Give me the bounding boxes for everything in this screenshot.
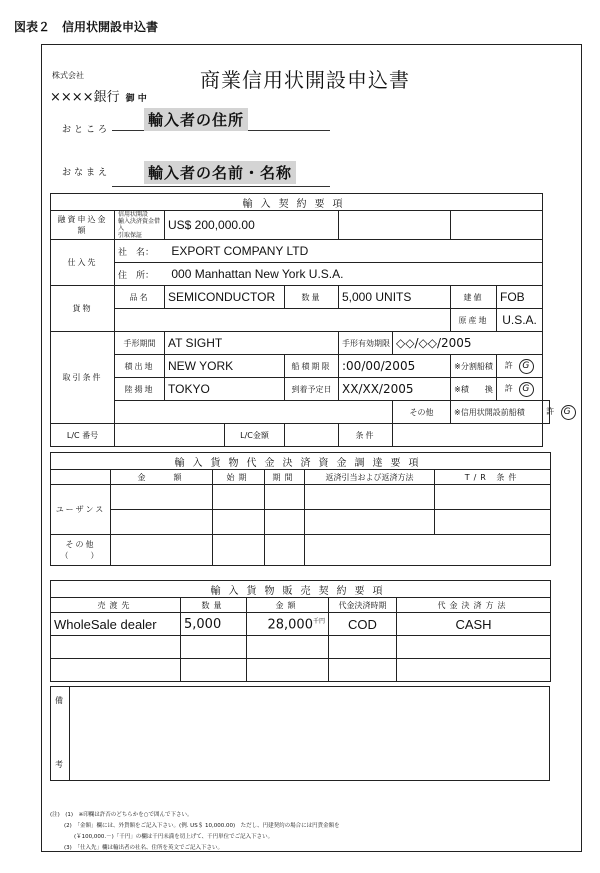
transship-permit-cell[interactable] bbox=[497, 378, 543, 401]
payment-col-period: 期間 bbox=[265, 470, 305, 485]
permit-label: 許 bbox=[504, 360, 515, 370]
remarks-label-top: 備 bbox=[55, 696, 63, 705]
sales-qty[interactable]: 5,000 bbox=[181, 613, 247, 636]
bill-expiry-value[interactable]: ◇◇/◇◇/2005 bbox=[393, 332, 543, 355]
item-label: 品名 bbox=[115, 286, 165, 309]
price-basis-value[interactable]: FOB bbox=[497, 286, 543, 309]
other-permit-cell[interactable] bbox=[543, 401, 573, 424]
sales-contract-table bbox=[50, 580, 551, 682]
supplier-name-label: 社 名： bbox=[118, 247, 155, 257]
other-start[interactable] bbox=[213, 535, 265, 566]
sales-col-method: 代金決済方法 bbox=[397, 598, 551, 613]
permit-label: 許 bbox=[546, 406, 557, 416]
arrival-value[interactable]: XX/XX/2005 bbox=[339, 378, 451, 401]
name-value[interactable]: 輸入者の名前・名称 bbox=[144, 161, 296, 184]
arrival-label: 到着予定日 bbox=[285, 378, 339, 401]
price-basis-label: 建値 bbox=[451, 286, 497, 309]
sales-blank-2d[interactable] bbox=[329, 659, 397, 682]
payment-col-repayment: 返済引当および返済方法 bbox=[305, 470, 435, 485]
finance-label: 融資申込金額 bbox=[51, 211, 115, 240]
bill-period-value[interactable]: AT SIGHT bbox=[165, 332, 339, 355]
supplier-addr-label: 住 所： bbox=[118, 270, 155, 280]
origin-label: 原産地 bbox=[451, 309, 497, 332]
item-value[interactable]: SEMICONDUCTOR bbox=[165, 286, 285, 309]
other-label: その他 bbox=[393, 401, 451, 424]
qty-label: 数量 bbox=[285, 286, 339, 309]
sales-timing[interactable]: COD bbox=[329, 613, 397, 636]
sales-blank-2a[interactable] bbox=[51, 659, 181, 682]
remarks-label-bottom: 考 bbox=[55, 760, 63, 769]
bill-period-label: 手形期間 bbox=[115, 332, 165, 355]
permit-label: 許 bbox=[504, 383, 515, 393]
sales-blank-1a[interactable] bbox=[51, 636, 181, 659]
sales-col-timing: 代金決済時期 bbox=[329, 598, 397, 613]
onchu: 御 中 bbox=[125, 94, 147, 104]
payment-col-tr: T/R 条件 bbox=[435, 470, 551, 485]
notes bbox=[50, 810, 340, 854]
sales-contract-header: 輸入貨物販売契約要項 bbox=[51, 581, 551, 598]
sales-blank-2c[interactable] bbox=[247, 659, 329, 682]
sales-buyer[interactable]: WholeSale dealer bbox=[51, 613, 181, 636]
sales-amount-cell[interactable] bbox=[247, 613, 329, 636]
supplier-addr: 000 Manhattan New York U.S.A. bbox=[171, 267, 344, 281]
sales-blank-1b[interactable] bbox=[181, 636, 247, 659]
terms-blank[interactable] bbox=[115, 401, 393, 424]
sales-col-buyer: 売渡先 bbox=[51, 598, 181, 613]
usance-repayment[interactable] bbox=[305, 485, 435, 510]
note-line: (注) (1) ※印欄は許否のどちらかを○で囲んで下さい。 bbox=[50, 812, 193, 818]
lc-number-label: L/C 番号 bbox=[51, 424, 115, 447]
usance-period-2[interactable] bbox=[265, 510, 305, 535]
sales-blank-1e[interactable] bbox=[397, 636, 551, 659]
bill-expiry-label: 手形有効期限 bbox=[339, 332, 393, 355]
sales-blank-1d[interactable] bbox=[329, 636, 397, 659]
usance-start-2[interactable] bbox=[213, 510, 265, 535]
payment-funding-table bbox=[50, 452, 551, 566]
usance-label: ユーザンス bbox=[51, 485, 111, 535]
payment-funding-header: 輸入貨物代金決済資金調達要項 bbox=[51, 453, 551, 470]
other-amount[interactable] bbox=[111, 535, 213, 566]
finance-blank-1[interactable] bbox=[339, 211, 451, 240]
bank-company-label: 株式会社 bbox=[52, 71, 84, 80]
circle-mark-icon: G bbox=[519, 359, 534, 374]
other-repayment[interactable] bbox=[305, 535, 551, 566]
finance-blank-2[interactable] bbox=[451, 211, 543, 240]
bank-name bbox=[50, 86, 147, 105]
supplier-label: 仕入先 bbox=[51, 240, 115, 286]
figure-title: 図表２ 信用状開設申込書 bbox=[14, 20, 159, 34]
lc-number-field[interactable] bbox=[115, 424, 225, 447]
import-contract-table bbox=[50, 193, 573, 447]
usance-tr[interactable] bbox=[435, 485, 551, 510]
sales-amount-unit: 千円 bbox=[312, 617, 325, 625]
sales-blank-2e[interactable] bbox=[397, 659, 551, 682]
usance-repayment-2[interactable] bbox=[305, 510, 435, 535]
supplier-addr-row[interactable] bbox=[115, 263, 543, 286]
note-line: (3) 「仕入先」欄は輸出者の社名、住所を英文でご記入下さい。 bbox=[64, 845, 224, 851]
origin-value[interactable]: U.S.A. bbox=[497, 309, 543, 332]
conditions-field[interactable] bbox=[393, 424, 543, 447]
terms-label: 取引条件 bbox=[51, 332, 115, 424]
loading-value[interactable]: NEW YORK bbox=[165, 355, 285, 378]
note-line: (￥100,000.－)「千円」の欄は千円未満を切上げて、千円単位でご記入下さい。 bbox=[74, 834, 274, 840]
goods-label: 貨物 bbox=[51, 286, 115, 332]
bank-name-text: ××××銀行 bbox=[50, 90, 120, 105]
usance-period[interactable] bbox=[265, 485, 305, 510]
qty-value[interactable]: 5,000 UNITS bbox=[339, 286, 451, 309]
remarks-box[interactable] bbox=[50, 686, 550, 781]
usance-amount[interactable] bbox=[111, 485, 213, 510]
loading-label: 積出地 bbox=[115, 355, 165, 378]
unload-label: 陸揚地 bbox=[115, 378, 165, 401]
sales-col-amount: 金額 bbox=[247, 598, 329, 613]
conditions-label: 条件 bbox=[339, 424, 393, 447]
usance-start[interactable] bbox=[213, 485, 265, 510]
ship-deadline-value[interactable]: :00/00/2005 bbox=[339, 355, 451, 378]
amount-field[interactable]: US$ 200,000.00 bbox=[165, 211, 339, 240]
ship-deadline-label: 船積期限 bbox=[285, 355, 339, 378]
payment-col-blank bbox=[51, 470, 111, 485]
usance-tr-2[interactable] bbox=[435, 510, 551, 535]
supplier-name-row[interactable] bbox=[115, 240, 543, 263]
import-contract-header: 輸入契約要項 bbox=[51, 194, 543, 211]
sales-col-qty: 数量 bbox=[181, 598, 247, 613]
payment-other-label: その他（ ） bbox=[51, 535, 111, 566]
payment-col-start: 始期 bbox=[213, 470, 265, 485]
circle-mark-icon: G bbox=[561, 405, 576, 420]
name-line bbox=[112, 186, 330, 187]
supplier-name: EXPORT COMPANY LTD bbox=[171, 244, 309, 258]
unload-value[interactable]: TOKYO bbox=[165, 378, 285, 401]
document-title: 商業信用状開設申込書 bbox=[200, 68, 410, 92]
transship-label: ※積 換 bbox=[451, 378, 497, 401]
address-value[interactable]: 輸入者の住所 bbox=[144, 108, 248, 131]
partial-permit-cell[interactable] bbox=[497, 355, 543, 378]
name-label: おなまえ bbox=[62, 168, 111, 178]
other-period[interactable] bbox=[265, 535, 305, 566]
payment-col-amount: 金 額 bbox=[111, 470, 213, 485]
lc-amount-label: L/C金額 bbox=[225, 424, 285, 447]
sales-blank-1c[interactable] bbox=[247, 636, 329, 659]
sales-amount: 28,000 bbox=[267, 617, 313, 633]
goods-blank[interactable] bbox=[115, 309, 451, 332]
lc-amount-field[interactable] bbox=[285, 424, 339, 447]
sales-blank-2b[interactable] bbox=[181, 659, 247, 682]
note-line: (2) 「金額」欄には、外貨額をご記入下さい。(例. US＄ 10,000.00) ただし、円建契約の場合には円貨金額を bbox=[64, 823, 340, 829]
usance-amount-2[interactable] bbox=[111, 510, 213, 535]
sales-method[interactable]: CASH bbox=[397, 613, 551, 636]
circle-mark-icon: G bbox=[519, 382, 534, 397]
partial-shipment-label: ※分割船積 bbox=[451, 355, 497, 378]
other-value[interactable]: ※信用状開設前船積 bbox=[451, 401, 543, 424]
address-label: おところ bbox=[62, 125, 111, 135]
finance-options: 信用状開設 輸入決済資金借入 引取保証 bbox=[115, 211, 165, 240]
remarks-divider bbox=[69, 687, 70, 780]
